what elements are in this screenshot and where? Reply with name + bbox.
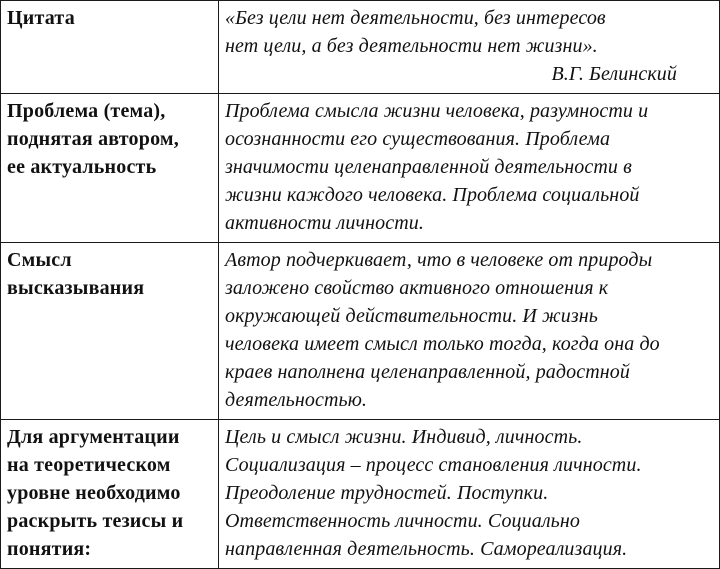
label-line: Смысл — [7, 249, 72, 271]
label-line: Цитата — [7, 7, 75, 29]
row-content-problem — [219, 94, 720, 243]
label-line: высказывания — [7, 277, 145, 299]
table-row-problem — [1, 94, 720, 243]
row-content-quote — [219, 1, 720, 94]
content-line: деятельностью. — [225, 389, 368, 411]
label-line: Для аргументации — [7, 426, 180, 448]
row-content-argumentation — [219, 420, 720, 569]
content-line: окружающей действительности. И жизнь — [225, 305, 598, 327]
table-row-argumentation — [1, 420, 720, 569]
label-line: поднятая автором, — [7, 128, 179, 150]
label-line: на теоретическом — [7, 454, 171, 476]
content-line: Ответственность личности. Социально — [225, 510, 580, 532]
row-label-argumentation — [1, 420, 219, 569]
label-line: уровне необходимо — [7, 482, 181, 504]
label-line: раскрыть тезисы и — [7, 510, 184, 532]
content-line: Социализация – процесс становления личности. — [225, 454, 642, 476]
quote-line: нет цели, а без деятельности нет жизни». — [225, 35, 598, 57]
row-label-meaning — [1, 243, 219, 420]
label-line: ее актуальность — [7, 156, 157, 178]
quote-text — [225, 4, 713, 60]
content-line: Преодоление трудностей. Поступки. — [225, 482, 549, 504]
label-line: Проблема (тема), — [7, 100, 166, 122]
quote-author: В.Г. Белинский — [551, 63, 677, 85]
table-row-meaning — [1, 243, 720, 420]
content-line: краев наполнена целенаправленной, радостной — [225, 361, 630, 383]
row-label-quote — [1, 1, 219, 94]
quote-line: «Без цели нет деятельности, без интересов — [225, 7, 606, 29]
table-row-quote — [1, 1, 720, 94]
content-line: активности личности. — [225, 212, 424, 234]
content-line: осознанности его существования. Проблема — [225, 128, 611, 150]
content-line: человека имеет смысл только тогда, когда она до — [225, 333, 660, 355]
content-line: направленная деятельность. Самореализация. — [225, 538, 628, 560]
row-content-meaning — [219, 243, 720, 420]
row-label-problem — [1, 94, 219, 243]
content-line: значимости целенаправленной деятельности в — [225, 156, 632, 178]
content-line: заложено свойство активного отношения к — [225, 277, 609, 299]
content-line: Автор подчеркивает, что в человеке от природы — [225, 249, 653, 271]
content-line: Цель и смысл жизни. Индивид, личность. — [225, 426, 583, 448]
content-line: Проблема смысла жизни человека, разумности и — [225, 100, 649, 122]
content-line: жизни каждого человека. Проблема социальной — [225, 184, 640, 206]
label-line: понятия: — [7, 538, 92, 560]
